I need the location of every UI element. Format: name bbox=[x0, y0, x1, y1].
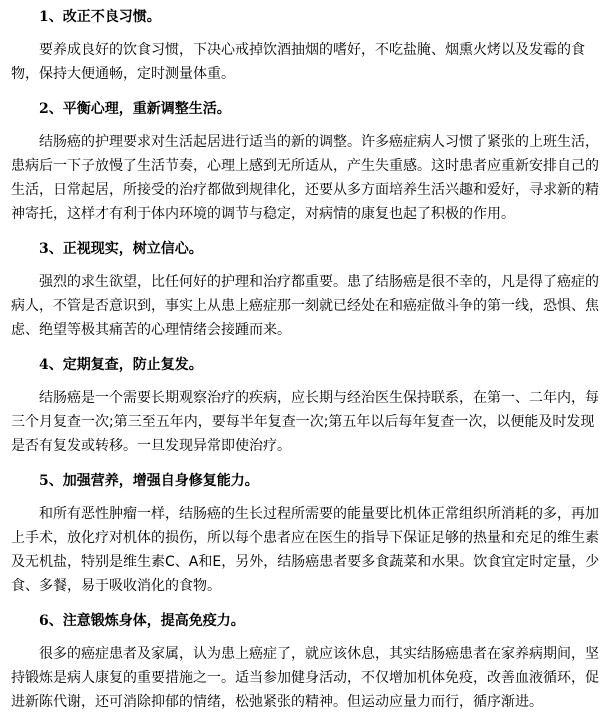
section-3 bbox=[11, 237, 600, 342]
section-heading: 2、平衡心理，重新调整生活。 bbox=[39, 101, 231, 117]
paragraph-line: 强烈的求生欲望，比任何好的护理和治疗都重要。患了结肠癌是很不幸的，凡是得了癌症的 bbox=[39, 274, 599, 290]
section-1 bbox=[11, 5, 600, 86]
paragraph-line: 结肠癌是一个需要长期观察治疗的疾病，应长期与经治医生保持联系，在第一、二年内，每 bbox=[39, 390, 599, 406]
section-paragraph bbox=[11, 38, 600, 86]
paragraph-line: 进新陈代谢，还可消除抑郁的情绪，松弛紧张的精神。但运动应量力而行，循序渐进。 bbox=[11, 694, 543, 710]
paragraph-line: 食、多餐，易于吸收消化的食物。 bbox=[11, 578, 221, 594]
section-paragraph bbox=[11, 270, 600, 342]
paragraph-line: 上手术，放化疗对机体的损伤，所以每个患者应在医生的指导下保证足够的热量和充足的维生素 bbox=[11, 530, 599, 546]
paragraph-line: 虑、绝望等极其痛苦的心理情绪会接踵而来。 bbox=[11, 322, 291, 338]
section-heading: 6、注意锻炼身体，提高免疫力。 bbox=[39, 613, 245, 629]
section-2 bbox=[11, 97, 600, 226]
paragraph-line: 物，保持大便通畅，定时测量体重。 bbox=[11, 66, 235, 82]
paragraph-line: 结肠癌的护理要求对生活起居进行适当的新的调整。许多癌症病人习惯了紧张的上班生活， bbox=[39, 134, 599, 150]
paragraph-line: 及无机盐，特别是维生素C、A和E，另外，结肠癌患者要多食蔬菜和水果。饮食宜定时定量，少 bbox=[11, 554, 600, 570]
section-4 bbox=[11, 353, 600, 458]
section-5 bbox=[11, 469, 600, 598]
paragraph-line: 很多的癌症患者及家属，认为患上癌症了，就应该休息，其实结肠癌患者在家养病期间，坚 bbox=[39, 646, 599, 662]
paragraph-line: 病人，不管是否意识到，事实上从患上癌症那一刻就已经处在和癌症做斗争的第一线，恐惧、焦 bbox=[11, 298, 599, 314]
section-paragraph bbox=[11, 502, 600, 598]
paragraph-line: 三个月复查一次;第三至五年内，要每半年复查一次;第五年以后每年复查一次，以便能及时发现 bbox=[11, 414, 595, 430]
section-heading: 1、改正不良习惯。 bbox=[39, 9, 161, 25]
paragraph-line: 要养成良好的饮食习惯，下决心戒掉饮酒抽烟的嗜好，不吃盐腌、烟熏火烤以及发霉的食 bbox=[39, 42, 585, 58]
paragraph-line: 神寄托，这样才有利于体内环境的调节与稳定，对病情的康复也起了积极的作用。 bbox=[11, 206, 515, 222]
paragraph-line: 生活，日常起居，所接受的治疗都做到规律化，还要从多方面培养生活兴趣和爱好，寻求新的精 bbox=[11, 182, 599, 198]
section-paragraph bbox=[11, 642, 600, 714]
section-heading: 3、正视现实，树立信心。 bbox=[39, 241, 203, 257]
section-paragraph bbox=[11, 130, 600, 226]
section-heading: 5、加强营养，增强自身修复能力。 bbox=[39, 473, 259, 489]
paragraph-line: 持锻炼是病人康复的重要措施之一。适当参加健身活动，不仅增加机体免疫，改善血液循环，促 bbox=[11, 670, 599, 686]
paragraph-line: 是否有复发或转移。一旦发现异常即使治疗。 bbox=[11, 438, 291, 454]
article bbox=[11, 5, 600, 725]
paragraph-line: 和所有恶性肿瘤一样，结肠癌的生长过程所需要的能量要比机体正常组织所消耗的多，再加 bbox=[39, 506, 599, 522]
section-heading: 4、定期复查，防止复发。 bbox=[39, 357, 203, 373]
section-paragraph bbox=[11, 386, 600, 458]
section-6 bbox=[11, 609, 600, 714]
paragraph-line: 患病后一下子放慢了生活节奏，心理上感到无所适从，产生失重感。这时患者应重新安排自己的 bbox=[11, 158, 599, 174]
